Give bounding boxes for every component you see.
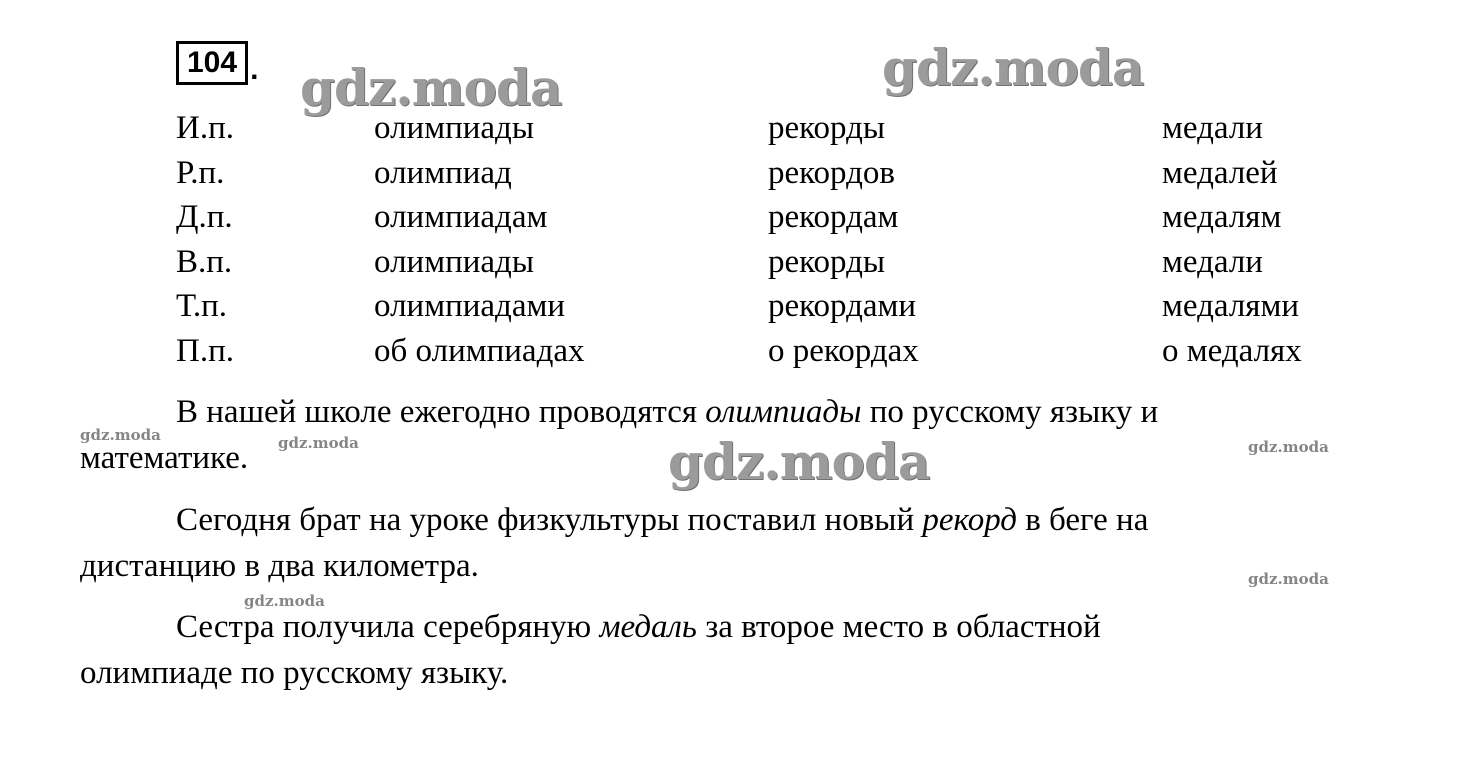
sentence-line: [80, 389, 1380, 435]
sentence-line: [80, 604, 1380, 650]
watermark-large: gdz.moda: [300, 58, 562, 117]
word-record-form: рекорды: [768, 110, 886, 146]
case-label: Т.п.: [176, 288, 228, 325]
declension-row: [176, 240, 1460, 285]
case-label: П.п.: [176, 332, 234, 369]
task-number-box: 104: [176, 41, 248, 85]
watermark-small: gdz.moda: [1248, 438, 1329, 456]
word-record-form: рекордов: [768, 154, 895, 191]
watermark-small: gdz.moda: [278, 434, 359, 452]
declension-row: [176, 195, 1460, 240]
sentence-text: за второе место в областной: [696, 609, 1101, 645]
word-olympiad-form: олимпиад: [374, 154, 512, 191]
word-olympiad-form: олимпиады: [374, 110, 535, 146]
word-record-form: о рекордах: [768, 332, 919, 369]
sentence-text: в беге на: [1016, 502, 1149, 538]
declension-table: [176, 106, 1460, 374]
word-medal-form: медали: [1162, 243, 1263, 280]
sentence-text: по русскому языку и: [861, 394, 1159, 430]
sentence-line: дистанцию в два километра.: [80, 548, 479, 584]
watermark-small: gdz.moda: [244, 592, 325, 610]
sentence-text: Сестра получила серебряную: [176, 609, 600, 645]
word-olympiad-form: олимпиадами: [374, 288, 566, 325]
word-olympiad-form: об олимпиадах: [374, 332, 585, 369]
declension-row: [176, 329, 1460, 374]
word-medal-form: медалям: [1162, 199, 1282, 236]
case-label: Р.п.: [176, 154, 225, 191]
sentence-text: Сегодня брат на уроке физкультуры поставил новый: [176, 502, 923, 538]
sentence-paragraph: [80, 604, 1380, 696]
word-record-form: рекордами: [768, 288, 917, 325]
case-label: Д.п.: [176, 199, 233, 236]
sentence-paragraph: [80, 497, 1380, 589]
sentence-line: [80, 497, 1380, 543]
sentence-text: В нашей школе ежегодно проводятся: [176, 394, 706, 430]
word-olympiad-form: олимпиадам: [374, 199, 548, 236]
watermark-small: gdz.moda: [1248, 570, 1329, 588]
word-medal-form: медали: [1162, 110, 1263, 146]
sentence-line: математике.: [80, 440, 249, 476]
watermark-small: gdz.moda: [80, 426, 161, 444]
declension-row: [176, 151, 1460, 196]
word-olympiad-form: олимпиады: [374, 243, 535, 280]
watermark-large: gdz.moda: [882, 38, 1144, 97]
word-medal-form: о медалях: [1162, 332, 1302, 369]
word-medal-form: медалей: [1162, 154, 1278, 191]
sentence-emphasis: рекорд: [922, 502, 1017, 538]
word-record-form: рекорды: [768, 243, 886, 280]
case-label: В.п.: [176, 243, 233, 280]
task-number: [176, 41, 258, 85]
sentence-line: олимпиаде по русскому языку.: [80, 655, 509, 691]
task-number-dot: .: [250, 53, 259, 86]
sentence-emphasis: медаль: [599, 609, 697, 645]
declension-row: [176, 284, 1460, 329]
word-medal-form: медалями: [1162, 288, 1300, 325]
sentence-emphasis: олимпиады: [705, 394, 862, 430]
case-label: И.п.: [176, 110, 234, 146]
watermark-large: gdz.moda: [668, 432, 930, 491]
word-record-form: рекордам: [768, 199, 899, 236]
